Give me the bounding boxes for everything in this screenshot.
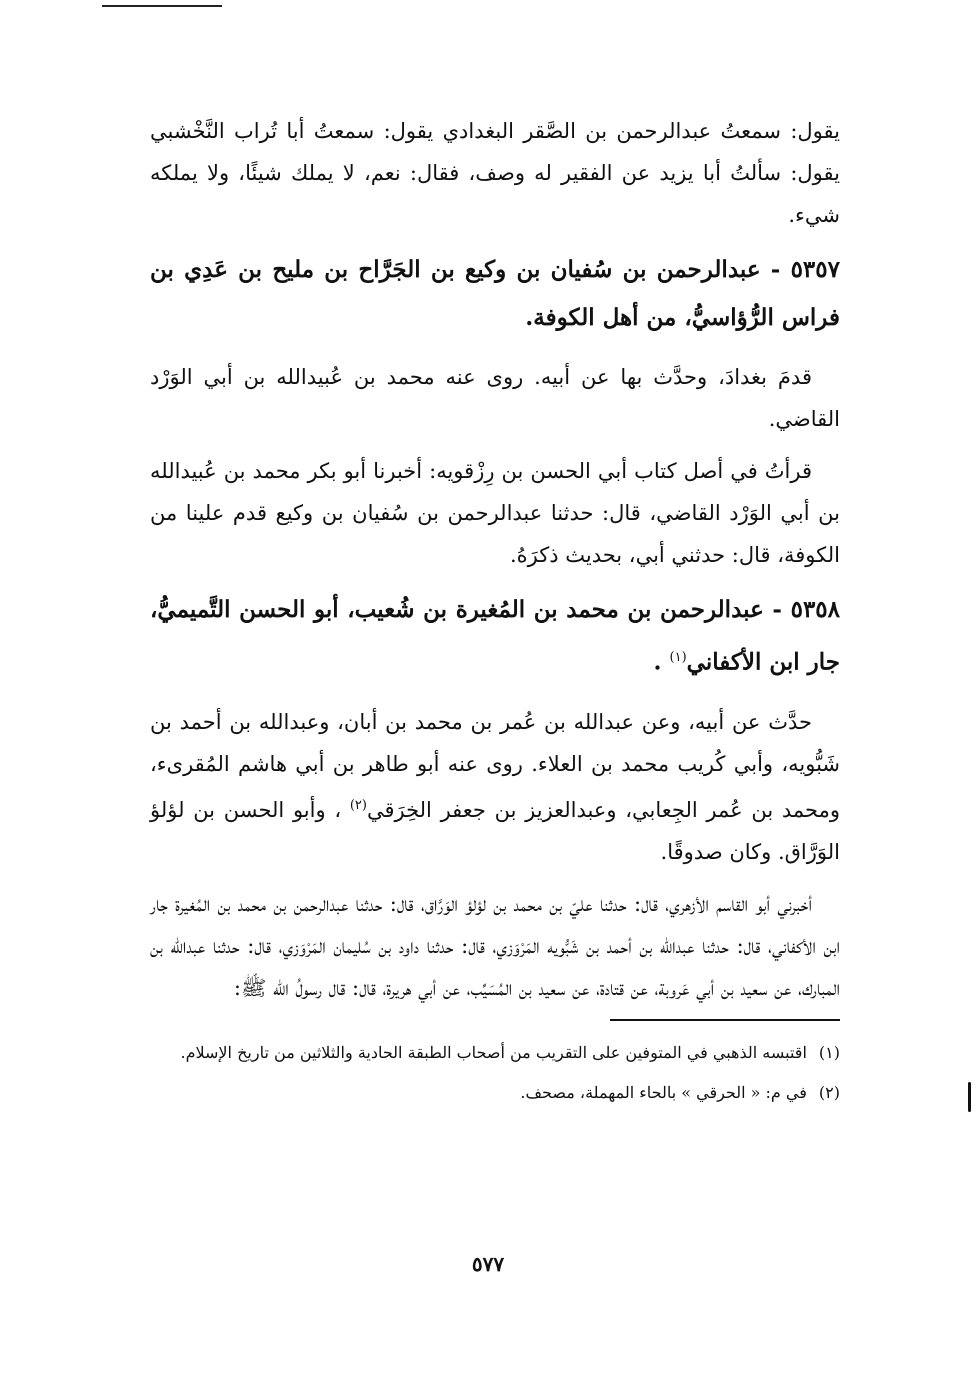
page-body [150, 110, 840, 1117]
entry-5358-heading-end: . [653, 648, 670, 676]
footnote-ref-1: (١) [669, 650, 687, 665]
page-number: ٥٧٧ [471, 1252, 505, 1276]
entry-5358-p1-part-a: حدَّث عن أبيه، وعن عبدالله بن عُمر بن محمد بن أبان، وعبدالله بن أحمد بن شَبُّويه، وأبي كُريب محمد بن العلاء. روى عنه أبو طاهر بن أبي هاشم المُقرىء، ومحمد بن عُمر الجِعابي، وعبدالعزيز بن جعفر الخِرَقي [150, 709, 841, 822]
footnote-1-number: (١) [818, 1042, 840, 1062]
footnote-2 [150, 1077, 840, 1109]
entry-5358-paragraph-2: أخبرني أبو القاسم الأزهري، قال: حدثنا عليّ بن محمد بن لؤلؤ الوَرَّاق، قال: حدثنا عبدالرحمن بن محمد بن المُغيرة جار ابن الأكفاني، قال: حدثنا عبدالله بن أحمد بن شَبُّويه المَرْوَزي، قال: حدثنا داود بن سُليمان المَرْوَزي، قال: حدثنا عبدالله بن المبارك، عن سعيد بن أبي عَروبة، عن قتادة، عن سعيد بن المُسَيِّب، عن أبي هريرة، قال: قال رسولُ الله ﷺ: [150, 891, 840, 1000]
entry-heading-5358 [150, 586, 840, 687]
paragraph-continuation: يقول: سمعتُ عبدالرحمن بن الصَّقر البغدادي يقول: سمعتُ أبا تُراب النَّخْشبي يقول: سألتُ أبا يزيد عن الفقير له وصف، فقال: نعم، لا يملك شيئًا، ولا يملكه شيء. [150, 119, 840, 227]
entry-5358-heading-text: ٥٣٥٨ - عبدالرحمن بن محمد بن المُغيرة بن شُعيب، أبو الحسن التَّميميُّ، جار ابن الأكفاني [150, 596, 841, 676]
entry-5357-paragraph-1: قدمَ بغدادَ، وحدَّث بها عن أبيه. روى عنه محمد بن عُبيدالله بن أبي الوَرْد القاضي. [150, 365, 840, 431]
edge-mark [968, 1082, 971, 1112]
footnote-divider [610, 1019, 840, 1021]
footnote-1 [150, 1037, 840, 1069]
footnotes [150, 1037, 840, 1109]
entry-5358-paragraph-1 [150, 701, 840, 873]
footnote-ref-2: (٢) [349, 797, 367, 813]
footnote-2-text: في م: « الحرقي » بالحاء المهملة، مصحف. [520, 1082, 807, 1102]
top-rule [102, 5, 222, 7]
footnote-1-text: اقتبسه الذهبي في المتوفين على التقريب من أصحاب الطبقة الحادية والثلاثين من تاريخ الإسلام. [180, 1042, 807, 1062]
footnote-2-number: (٢) [818, 1082, 840, 1102]
entry-5358-p1-part-b: ، وأبو الحسن بن لؤلؤ الوَرَّاق. وكان صدوقًا. [150, 797, 840, 864]
entry-heading-5357: ٥٣٥٧ - عبدالرحمن بن سُفيان بن وكيع بن الجَرَّاح بن مليح بن عَدِي بن فراس الرُّؤاسيُّ، من أهل الكوفة. [150, 256, 840, 331]
entry-5357-paragraph-2: قرأتُ في أصل كتاب أبي الحسن بن رِزْقويه: أخبرنا أبو بكر محمد بن عُبيدالله بن أبي الوَرْد القاضي، قال: حدثنا عبدالرحمن بن سُفيان بن وكيع قدم علينا من الكوفة، قال: حدثني أبي، بحديث ذكرَهُ. [150, 459, 840, 567]
